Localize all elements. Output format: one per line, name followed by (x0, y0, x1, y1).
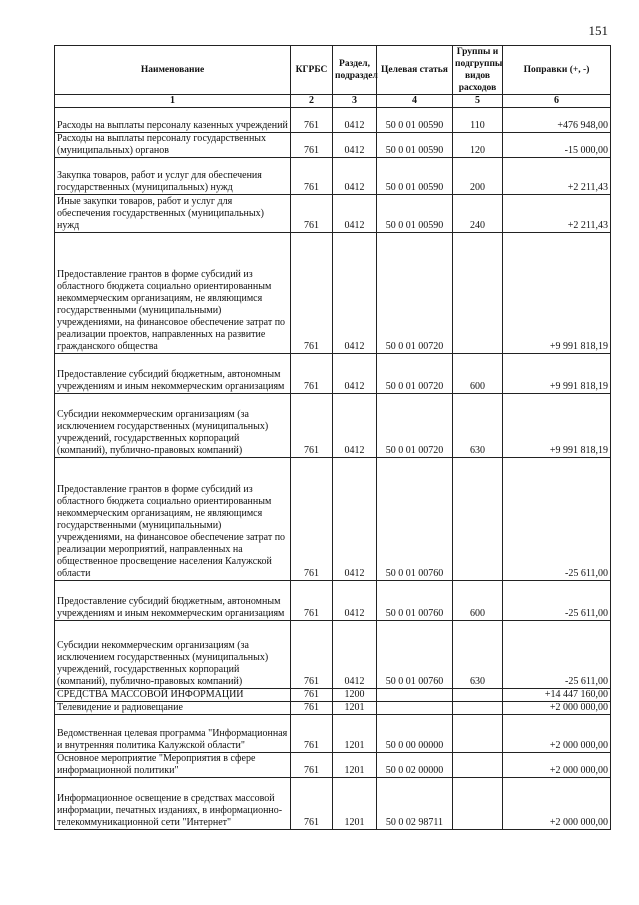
col-number: 2 (291, 95, 333, 108)
row-amount: +9 991 818,19 (503, 233, 611, 354)
row-kgrbs: 761 (291, 778, 333, 830)
row-kgrbs: 761 (291, 108, 333, 133)
row-name: Предоставление субсидий бюджетным, автономным учреждениям и иным некоммерческим организациям (55, 581, 291, 621)
row-section: 1200 (333, 689, 377, 702)
row-amount: -25 611,00 (503, 621, 611, 689)
row-section: 0412 (333, 581, 377, 621)
header-section: Раздел, подраздел (333, 46, 377, 95)
header-groups: Группы и подгруппы видов расходов (453, 46, 503, 95)
row-amount: +2 000 000,00 (503, 753, 611, 778)
table-row (55, 233, 611, 354)
col-number: 3 (333, 95, 377, 108)
header-changes: Поправки (+, -) (503, 46, 611, 95)
row-kgrbs: 761 (291, 753, 333, 778)
row-group (453, 715, 503, 753)
row-kgrbs: 761 (291, 133, 333, 158)
row-name: СРЕДСТВА МАССОВОЙ ИНФОРМАЦИИ (55, 689, 291, 702)
row-section: 0412 (333, 354, 377, 394)
page-number: 151 (588, 23, 608, 38)
table-row (55, 753, 611, 778)
table-row (55, 621, 611, 689)
row-name: Телевидение и радиовещание (55, 702, 291, 715)
row-amount: -15 000,00 (503, 133, 611, 158)
row-kgrbs: 761 (291, 581, 333, 621)
row-section: 0412 (333, 621, 377, 689)
row-section: 0412 (333, 233, 377, 354)
table-row (55, 689, 611, 702)
table-row (55, 458, 611, 581)
row-target: 50 0 01 00590 (377, 133, 453, 158)
row-kgrbs: 761 (291, 689, 333, 702)
row-section: 1201 (333, 702, 377, 715)
row-name: Предоставление субсидий бюджетным, автономным учреждениям и иным некоммерческим организациям (55, 354, 291, 394)
row-target: 50 0 01 00760 (377, 621, 453, 689)
table-row (55, 133, 611, 158)
row-name: Расходы на выплаты персоналу государственных (муниципальных) органов (55, 133, 291, 158)
row-target: 50 0 01 00590 (377, 158, 453, 195)
row-group: 600 (453, 581, 503, 621)
table-row (55, 778, 611, 830)
row-group: 630 (453, 621, 503, 689)
row-target: 50 0 01 00720 (377, 233, 453, 354)
row-amount: +9 991 818,19 (503, 394, 611, 458)
row-name: Расходы на выплаты персоналу казенных учреждений (55, 108, 291, 133)
row-target: 50 0 01 00760 (377, 581, 453, 621)
row-section: 0412 (333, 108, 377, 133)
row-section: 1201 (333, 715, 377, 753)
row-target: 50 0 01 00760 (377, 458, 453, 581)
row-group (453, 753, 503, 778)
row-amount: +2 211,43 (503, 195, 611, 233)
row-name: Основное мероприятие "Мероприятия в сфере информационной политики" (55, 753, 291, 778)
table-row (55, 715, 611, 753)
row-target (377, 689, 453, 702)
row-target: 50 0 02 98711 (377, 778, 453, 830)
row-kgrbs: 761 (291, 621, 333, 689)
row-group: 240 (453, 195, 503, 233)
row-section: 0412 (333, 158, 377, 195)
row-kgrbs: 761 (291, 458, 333, 581)
row-section: 0412 (333, 458, 377, 581)
row-kgrbs: 761 (291, 715, 333, 753)
row-amount: +2 000 000,00 (503, 778, 611, 830)
row-group (453, 458, 503, 581)
row-kgrbs: 761 (291, 354, 333, 394)
row-section: 1201 (333, 753, 377, 778)
row-target: 50 0 01 00590 (377, 108, 453, 133)
row-section: 0412 (333, 394, 377, 458)
row-amount: +9 991 818,19 (503, 354, 611, 394)
row-amount: +2 211,43 (503, 158, 611, 195)
col-number: 1 (55, 95, 291, 108)
row-name: Субсидии некоммерческим организациям (за исключением государственных (муниципальных) учреждений, государственных корпораций (компаний), публично-правовых компаний) (55, 621, 291, 689)
row-name: Ведомственная целевая программа "Информационная и внутренняя политика Калужской области" (55, 715, 291, 753)
row-target: 50 0 01 00590 (377, 195, 453, 233)
row-amount: +2 000 000,00 (503, 715, 611, 753)
row-target: 50 0 02 00000 (377, 753, 453, 778)
table-row (55, 108, 611, 133)
row-group: 630 (453, 394, 503, 458)
column-number-row (55, 95, 611, 108)
header-target: Целевая статья (377, 46, 453, 95)
row-name: Закупка товаров, работ и услуг для обеспечения государственных (муниципальных) нужд (55, 158, 291, 195)
table-row (55, 702, 611, 715)
row-name: Предоставление грантов в форме субсидий из областного бюджета социально ориентированным некоммерческим организациям, не являющимся государственными (муниципальными) учреждениями, на финансовое обеспечение затрат по реализации мероприятий, направленных на общественное просвещение населения Калужской области (55, 458, 291, 581)
row-amount: -25 611,00 (503, 581, 611, 621)
row-group: 120 (453, 133, 503, 158)
row-target (377, 702, 453, 715)
table-row (55, 581, 611, 621)
row-group (453, 233, 503, 354)
row-group (453, 689, 503, 702)
row-name: Иные закупки товаров, работ и услуг для обеспечения государственных (муниципальных) нужд (55, 195, 291, 233)
row-group: 600 (453, 354, 503, 394)
row-section: 1201 (333, 778, 377, 830)
row-group: 110 (453, 108, 503, 133)
table-row (55, 158, 611, 195)
row-target: 50 0 01 00720 (377, 354, 453, 394)
row-group: 200 (453, 158, 503, 195)
row-kgrbs: 761 (291, 233, 333, 354)
row-amount: +2 000 000,00 (503, 702, 611, 715)
col-number: 6 (503, 95, 611, 108)
row-kgrbs: 761 (291, 702, 333, 715)
header-name: Наименование (55, 46, 291, 95)
row-amount: +14 447 160,00 (503, 689, 611, 702)
row-kgrbs: 761 (291, 158, 333, 195)
row-amount: +476 948,00 (503, 108, 611, 133)
header-row (55, 46, 611, 95)
table-row (55, 354, 611, 394)
col-number: 4 (377, 95, 453, 108)
row-amount: -25 611,00 (503, 458, 611, 581)
row-group (453, 702, 503, 715)
row-group (453, 778, 503, 830)
row-kgrbs: 761 (291, 394, 333, 458)
row-target: 50 0 00 00000 (377, 715, 453, 753)
row-name: Субсидии некоммерческим организациям (за исключением государственных (муниципальных) учреждений, государственных корпораций (компаний), публично-правовых компаний) (55, 394, 291, 458)
row-section: 0412 (333, 133, 377, 158)
budget-table (54, 45, 611, 830)
header-kgrbs: КГРБС (291, 46, 333, 95)
col-number: 5 (453, 95, 503, 108)
row-name: Информационное освещение в средствах массовой информации, печатных изданиях, в информационно-телекоммуникационной сети "Интернет" (55, 778, 291, 830)
row-target: 50 0 01 00720 (377, 394, 453, 458)
row-kgrbs: 761 (291, 195, 333, 233)
row-section: 0412 (333, 195, 377, 233)
row-name: Предоставление грантов в форме субсидий из областного бюджета социально ориентированным некоммерческим организациям, не являющимся государственными (муниципальными) учреждениями, на финансовое обеспечение затрат по реализации проектов, направленных на развитие гражданского общества (55, 233, 291, 354)
table-row (55, 394, 611, 458)
table-row (55, 195, 611, 233)
